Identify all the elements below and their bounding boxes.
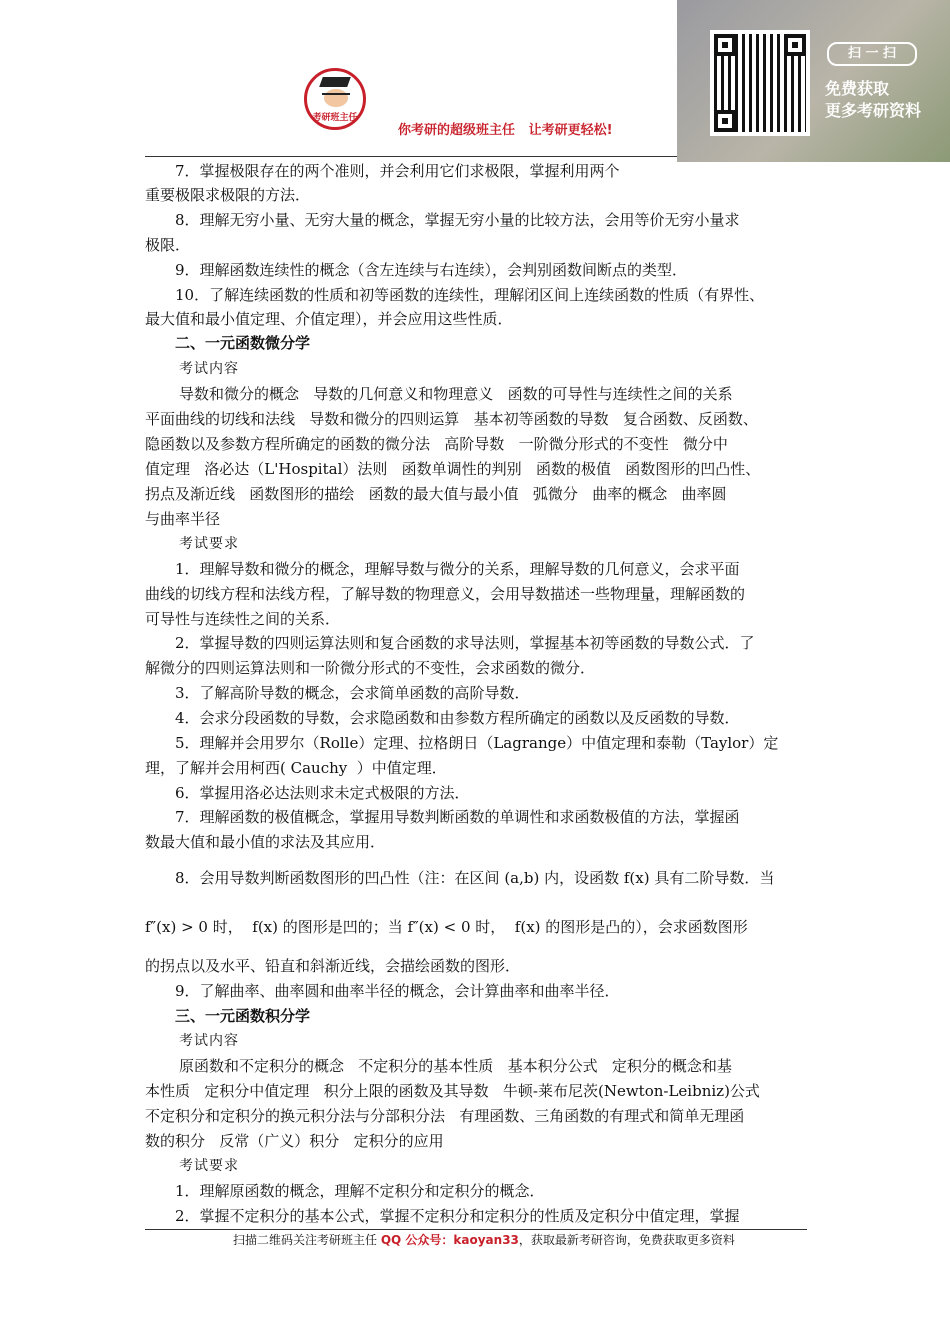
subheading: 考试要求: [179, 1158, 239, 1174]
glasses-icon: [322, 93, 350, 103]
text-line: 数最大值和最小值的求法及其应用．: [145, 833, 386, 851]
graduation-cap-icon: [319, 77, 351, 87]
text-line: f″(x) > 0 时， f(x) 的图形是凹的；当 f″(x) < 0 时， f(x) 的图形是凸的），会求函数图形: [145, 918, 748, 936]
text-line: 值定理 洛必达（L'Hospital）法则 函数单调性的判别 函数的极值 函数图形的凹凸性、: [145, 460, 761, 478]
subheading: 考试要求: [179, 536, 239, 552]
promo-line-1: 免费获取: [825, 79, 890, 98]
text-line: 2．掌握不定积分的基本公式，掌握不定积分和定积分的性质及定积分中值定理，掌握: [175, 1207, 740, 1225]
text-line: 7．掌握极限存在的两个准则，并会利用它们求极限，掌握利用两个: [175, 162, 620, 180]
text-line: 导数和微分的概念 导数的几何意义和物理意义 函数的可导性与连续性之间的关系: [179, 385, 733, 403]
text-line: 理，了解并会用柯西( Cauchy ）中值定理．: [145, 759, 447, 777]
text-line: 8．会用导数判断函数图形的凹凸性（注：在区间 (a,b) 内，设函数 f(x) 具有二阶导数．当: [175, 869, 775, 887]
footer-divider: [145, 1229, 807, 1230]
text-line: 10．了解连续函数的性质和初等函数的连续性，理解闭区间上连续函数的性质（有界性、: [175, 286, 765, 304]
promo-line-2: 更多考研资料: [825, 101, 922, 120]
text-line: 1．理解原函数的概念，理解不定积分和定积分的概念．: [175, 1182, 545, 1200]
text-line: 可导性与连续性之间的关系．: [145, 610, 341, 628]
text-line: 最大值和最小值定理、介值定理），并会应用这些性质．: [145, 310, 513, 328]
text-line: 极限．: [145, 236, 191, 254]
footer-qq: QQ 公众号：kaoyan33: [380, 1233, 519, 1247]
text-line: 隐函数以及参数方程所确定的函数的微分法 高阶导数 一阶微分形式的不变性 微分中: [145, 435, 728, 453]
text-line: 2．掌握导数的四则运算法则和复合函数的求导法则，掌握基本初等函数的导数公式．了: [175, 634, 755, 652]
text-line: 9．理解函数连续性的概念（含左连续与右连续），会判别函数间断点的类型．: [175, 261, 688, 279]
text-line: 与曲率半径: [145, 510, 221, 528]
text-line: 1．理解导数和微分的概念，理解导数与微分的关系，理解导数的几何意义，会求平面: [175, 560, 740, 578]
text-line: 的拐点以及水平、铅直和斜渐近线，会描绘函数的图形．: [145, 957, 521, 975]
text-line: 4．会求分段函数的导数，会求隐函数和由参数方程所确定的函数以及反函数的导数．: [175, 709, 740, 727]
text-line: 原函数和不定积分的概念 不定积分的基本性质 基本积分公式 定积分的概念和基: [179, 1057, 732, 1075]
text-line: 重要极限求极限的方法．: [145, 186, 311, 204]
header-divider: [145, 156, 677, 157]
text-line: 9．了解曲率、曲率圆和曲率半径的概念，会计算曲率和曲率半径．: [175, 982, 620, 1000]
text-line: 本性质 定积分中值定理 积分上限的函数及其导数 牛顿-莱布尼茨(Newton-Leibniz)公式: [145, 1082, 760, 1100]
subheading: 考试内容: [179, 361, 239, 377]
text-line: 5．理解并会用罗尔（Rolle）定理、拉格朗日（Lagrange）中值定理和泰勒（Taylor）定: [175, 734, 779, 752]
text-line: 7．理解函数的极值概念，掌握用导数判断函数的单调性和求函数极值的方法，掌握函: [175, 808, 740, 826]
text-line: 曲线的切线方程和法线方程，了解导数的物理意义，会用导数描述一些物理量，理解函数的: [145, 585, 746, 603]
text-line: 解微分的四则运算法则和一阶微分形式的不变性，会求函数的微分．: [145, 659, 596, 677]
qr-code-icon[interactable]: [710, 30, 810, 136]
scan-badge: 扫 一 扫: [827, 42, 917, 66]
section-heading: 三、一元函数积分学: [175, 1007, 311, 1025]
logo-text: 考研班主任: [312, 113, 358, 123]
section-heading: 二、一元函数微分学: [175, 334, 311, 352]
text-line: 数的积分 反常（广义）积分 定积分的应用: [145, 1132, 444, 1150]
slogan: 你考研的超级班主任 让考研更轻松!: [398, 123, 613, 138]
text-line: 平面曲线的切线和法线 导数和微分的四则运算 基本初等函数的导数 复合函数、反函数、: [145, 410, 758, 428]
footer: [233, 1231, 735, 1248]
text-line: 8．理解无穷小量、无穷大量的概念，掌握无穷小量的比较方法，会用等价无穷小量求: [175, 211, 740, 229]
logo: [304, 68, 366, 130]
footer-prefix: 扫描二维码关注考研班主任: [233, 1233, 381, 1247]
text-line: 3．了解高阶导数的概念，会求简单函数的高阶导数．: [175, 684, 530, 702]
subheading: 考试内容: [179, 1033, 239, 1049]
promo-banner[interactable]: [677, 0, 950, 162]
text-line: 6．掌握用洛必达法则求未定式极限的方法．: [175, 784, 470, 802]
footer-suffix: ，获取最新考研咨询，免费获取更多资料: [518, 1233, 735, 1247]
text-line: 拐点及渐近线 函数图形的描绘 函数的最大值与最小值 弧微分 曲率的概念 曲率圆: [145, 485, 727, 503]
text-line: 不定积分和定积分的换元积分法与分部积分法 有理函数、三角函数的有理式和简单无理函: [145, 1107, 745, 1125]
